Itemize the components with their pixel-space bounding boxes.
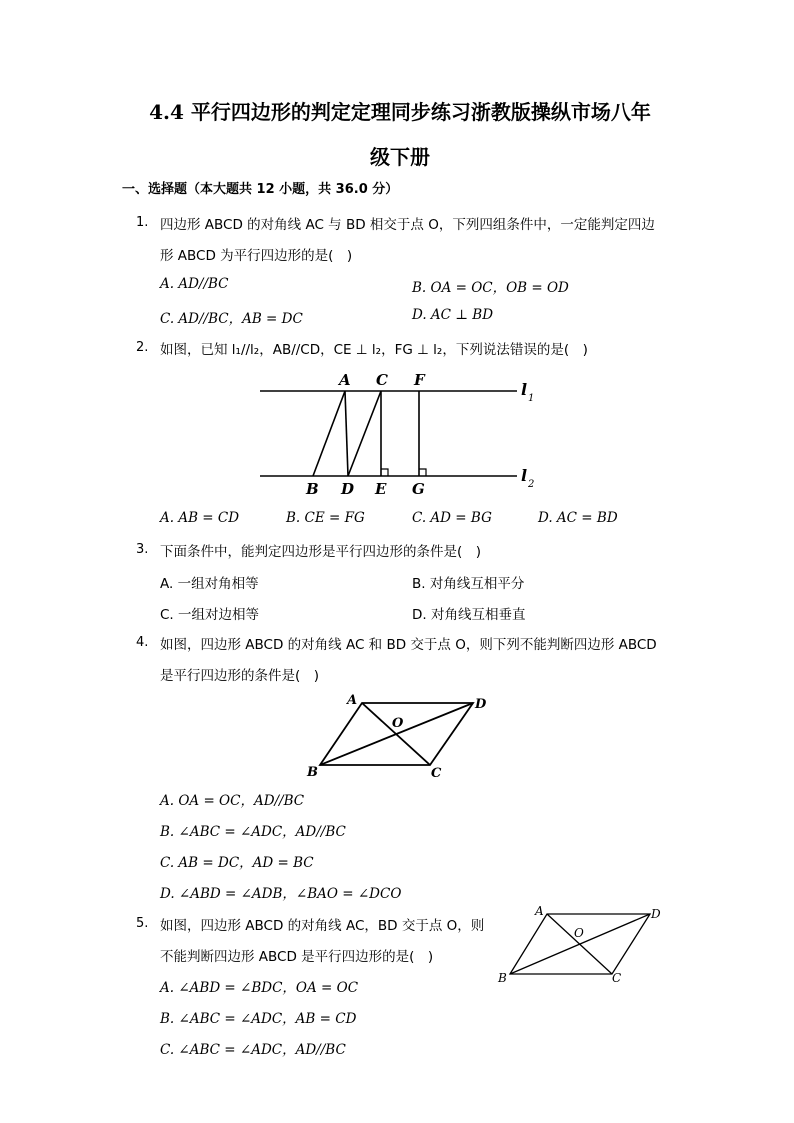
- label-d: D: [341, 480, 355, 498]
- option-b[interactable]: B. ∠ABC = ∠ADC，AD//BC: [160, 824, 346, 840]
- question-text: 形 ABCD 为平行四边形的是( ): [160, 248, 353, 264]
- label-d: D: [651, 907, 661, 921]
- page-title-line-2: 级下册: [370, 145, 430, 169]
- label-c: C: [612, 971, 622, 985]
- label-l1: l: [521, 380, 528, 399]
- option-a[interactable]: A. OA = OC，AD//BC: [160, 793, 305, 809]
- question-text: 如图，四边形 ABCD 的对角线 AC 和 BD 交于点 O，则下列不能判断四边形 ABCD: [160, 637, 657, 653]
- option-d[interactable]: D. ∠ABD = ∠ADB，∠BAO = ∠DCO: [160, 886, 402, 902]
- label-a: A: [535, 904, 544, 918]
- question-number: 5.: [136, 916, 149, 931]
- label-l2: l: [521, 466, 528, 485]
- option-a[interactable]: A. AB = CD: [160, 510, 240, 526]
- question-text: 不能判断四边形 ABCD 是平行四边形的是( ): [160, 949, 434, 965]
- option-a[interactable]: A. 一组对角相等: [160, 576, 259, 592]
- label-o: O: [392, 716, 404, 731]
- question-text: 如图，已知 l₁//l₂，AB//CD，CE ⊥ l₂，FG ⊥ l₂，下列说法错误的是( ): [160, 342, 588, 358]
- option-c[interactable]: C. 一组对边相等: [160, 607, 260, 623]
- question-number: 4.: [136, 635, 149, 650]
- option-c[interactable]: C. AB = DC，AD = BC: [160, 855, 314, 871]
- label-l1-sub: 1: [528, 393, 535, 404]
- question-text: 下面条件中，能判定四边形是平行四边形的条件是( ): [160, 544, 482, 560]
- option-c[interactable]: C. ∠ABC = ∠ADC，AD//BC: [160, 1042, 346, 1058]
- question-text: 是平行四边形的条件是( ): [160, 668, 320, 684]
- parallel-lines-figure: [255, 365, 545, 500]
- parallelogram-figure: [300, 690, 500, 782]
- option-b[interactable]: B. OA = OC，OB = OD: [412, 280, 569, 296]
- option-b[interactable]: B. ∠ABC = ∠ADC，AB = CD: [160, 1011, 357, 1027]
- label-b: B: [307, 765, 318, 780]
- label-d: D: [475, 697, 487, 712]
- option-b[interactable]: B. CE = FG: [286, 510, 365, 526]
- option-d[interactable]: D. 对角线互相垂直: [412, 607, 526, 623]
- question-number: 2.: [136, 340, 149, 355]
- label-o: O: [574, 926, 584, 940]
- label-f: F: [414, 371, 425, 389]
- label-l2-sub: 2: [528, 479, 535, 490]
- section-heading: 一、选择题（本大题共 12 小题，共 36.0 分）: [122, 182, 399, 197]
- label-c: C: [376, 371, 388, 389]
- question-number: 1.: [136, 215, 149, 230]
- label-b: B: [306, 480, 319, 498]
- question-text: 如图，四边形 ABCD 的对角线 AC，BD 交于点 O，则: [160, 918, 485, 934]
- label-a: A: [347, 693, 358, 708]
- option-c[interactable]: C. AD//BC，AB = DC: [160, 311, 303, 327]
- label-c: C: [431, 766, 442, 781]
- question-text: 四边形 ABCD 的对角线 AC 与 BD 相交于点 O，下列四组条件中，一定能判定四边: [160, 217, 655, 233]
- parallelogram-figure-small: [495, 902, 670, 990]
- question-number: 3.: [136, 542, 149, 557]
- label-b: B: [498, 971, 507, 985]
- label-g: G: [412, 480, 425, 498]
- option-a[interactable]: A. ∠ABD = ∠BDC，OA = OC: [160, 980, 359, 996]
- option-b[interactable]: B. 对角线互相平分: [412, 576, 525, 592]
- option-c[interactable]: C. AD = BG: [412, 510, 492, 526]
- label-a: A: [339, 371, 351, 389]
- option-d[interactable]: D. AC ⊥ BD: [412, 307, 494, 323]
- label-e: E: [375, 480, 387, 498]
- page-title-line-1: 4.4 平行四边形的判定定理同步练习浙教版操纵市场八年: [149, 100, 651, 124]
- option-d[interactable]: D. AC = BD: [538, 510, 618, 526]
- option-a[interactable]: A. AD//BC: [160, 276, 229, 292]
